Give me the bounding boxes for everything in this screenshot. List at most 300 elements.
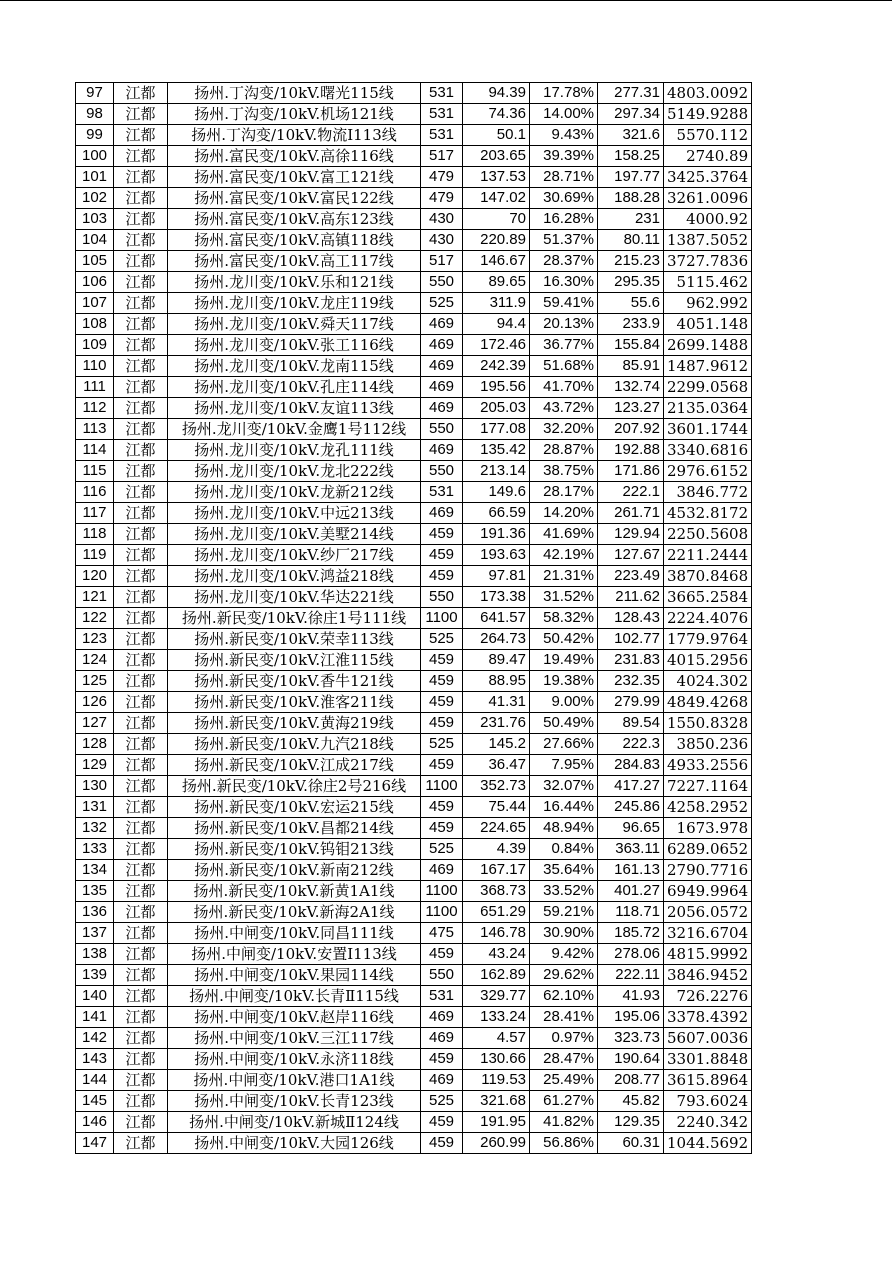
row-number-cell: 125: [76, 671, 114, 692]
row-number-cell: 145: [76, 1091, 114, 1112]
table-row: [76, 692, 752, 713]
line-name-cell: 扬州.龙川变/10kV.美墅214线: [168, 524, 421, 545]
load-cell: 137.53: [463, 167, 530, 188]
table-row: [76, 923, 752, 944]
capacity-cell: 531: [421, 104, 463, 125]
row-number-cell: 116: [76, 482, 114, 503]
load-rate-cell: 9.42%: [530, 944, 598, 965]
load-cell: 172.46: [463, 335, 530, 356]
load-cell: 167.17: [463, 860, 530, 881]
available-value-cell: 2976.6152: [664, 461, 752, 482]
load-rate-cell: 9.00%: [530, 692, 598, 713]
row-number-cell: 123: [76, 629, 114, 650]
line-name-cell: 扬州.龙川变/10kV.华达221线: [168, 587, 421, 608]
row-number-cell: 121: [76, 587, 114, 608]
district-cell: 江都: [114, 398, 168, 419]
capacity-cell: 459: [421, 566, 463, 587]
row-number-cell: 146: [76, 1112, 114, 1133]
capacity-cell: 525: [421, 734, 463, 755]
row-number-cell: 140: [76, 986, 114, 1007]
remaining-capacity-cell: 232.35: [598, 671, 664, 692]
load-rate-cell: 9.43%: [530, 125, 598, 146]
load-rate-cell: 31.52%: [530, 587, 598, 608]
load-rate-cell: 16.30%: [530, 272, 598, 293]
remaining-capacity-cell: 277.31: [598, 83, 664, 104]
line-name-cell: 扬州.丁沟变/10kV.物流Ⅰ113线: [168, 125, 421, 146]
load-cell: 66.59: [463, 503, 530, 524]
load-rate-cell: 14.20%: [530, 503, 598, 524]
table-row: [76, 1112, 752, 1133]
table-row: [76, 188, 752, 209]
load-cell: 321.68: [463, 1091, 530, 1112]
load-cell: 43.24: [463, 944, 530, 965]
load-rate-cell: 28.37%: [530, 251, 598, 272]
line-name-cell: 扬州.新民变/10kV.江淮115线: [168, 650, 421, 671]
line-name-cell: 扬州.富民变/10kV.高工117线: [168, 251, 421, 272]
load-cell: 4.39: [463, 839, 530, 860]
table-row: [76, 335, 752, 356]
row-number-cell: 103: [76, 209, 114, 230]
table-row: [76, 83, 752, 104]
row-number-cell: 129: [76, 755, 114, 776]
district-cell: 江都: [114, 923, 168, 944]
line-name-cell: 扬州.龙川变/10kV.龙孔111线: [168, 440, 421, 461]
available-value-cell: 3846.9452: [664, 965, 752, 986]
line-name-cell: 扬州.中闸变/10kV.大园126线: [168, 1133, 421, 1154]
capacity-cell: 459: [421, 671, 463, 692]
remaining-capacity-cell: 161.13: [598, 860, 664, 881]
remaining-capacity-cell: 123.27: [598, 398, 664, 419]
remaining-capacity-cell: 55.6: [598, 293, 664, 314]
table-row: [76, 230, 752, 251]
load-cell: 220.89: [463, 230, 530, 251]
capacity-cell: 475: [421, 923, 463, 944]
line-name-cell: 扬州.龙川变/10kV.龙新212线: [168, 482, 421, 503]
district-cell: 江都: [114, 83, 168, 104]
table-row: [76, 881, 752, 902]
capacity-cell: 459: [421, 755, 463, 776]
row-number-cell: 107: [76, 293, 114, 314]
load-rate-cell: 30.90%: [530, 923, 598, 944]
load-rate-cell: 50.42%: [530, 629, 598, 650]
capacity-cell: 459: [421, 713, 463, 734]
load-cell: 205.03: [463, 398, 530, 419]
remaining-capacity-cell: 195.06: [598, 1007, 664, 1028]
district-cell: 江都: [114, 356, 168, 377]
capacity-cell: 469: [421, 356, 463, 377]
load-rate-cell: 50.49%: [530, 713, 598, 734]
district-cell: 江都: [114, 1133, 168, 1154]
capacity-cell: 469: [421, 503, 463, 524]
district-cell: 江都: [114, 251, 168, 272]
district-cell: 江都: [114, 503, 168, 524]
available-value-cell: 1673.978: [664, 818, 752, 839]
row-number-cell: 111: [76, 377, 114, 398]
table-row: [76, 461, 752, 482]
load-cell: 231.76: [463, 713, 530, 734]
line-name-cell: 扬州.中闸变/10kV.果园114线: [168, 965, 421, 986]
capacity-cell: 525: [421, 293, 463, 314]
row-number-cell: 120: [76, 566, 114, 587]
table-row: [76, 944, 752, 965]
capacity-cell: 469: [421, 335, 463, 356]
row-number-cell: 104: [76, 230, 114, 251]
district-cell: 江都: [114, 1112, 168, 1133]
load-rate-cell: 16.28%: [530, 209, 598, 230]
remaining-capacity-cell: 207.92: [598, 419, 664, 440]
district-cell: 江都: [114, 587, 168, 608]
available-value-cell: 6949.9964: [664, 881, 752, 902]
load-cell: 4.57: [463, 1028, 530, 1049]
table-row: [76, 902, 752, 923]
line-name-cell: 扬州.中闸变/10kV.新城Ⅱ124线: [168, 1112, 421, 1133]
district-cell: 江都: [114, 608, 168, 629]
line-name-cell: 扬州.中闸变/10kV.赵岸116线: [168, 1007, 421, 1028]
row-number-cell: 115: [76, 461, 114, 482]
load-cell: 368.73: [463, 881, 530, 902]
district-cell: 江都: [114, 419, 168, 440]
capacity-cell: 469: [421, 1028, 463, 1049]
line-name-cell: 扬州.新民变/10kV.香牛121线: [168, 671, 421, 692]
row-number-cell: 138: [76, 944, 114, 965]
row-number-cell: 143: [76, 1049, 114, 1070]
available-value-cell: 2056.0572: [664, 902, 752, 923]
line-name-cell: 扬州.龙川变/10kV.龙北222线: [168, 461, 421, 482]
row-number-cell: 102: [76, 188, 114, 209]
district-cell: 江都: [114, 377, 168, 398]
remaining-capacity-cell: 231.83: [598, 650, 664, 671]
table-row: [76, 419, 752, 440]
capacity-cell: 550: [421, 965, 463, 986]
capacity-cell: 479: [421, 188, 463, 209]
capacity-cell: 469: [421, 440, 463, 461]
available-value-cell: 4532.8172: [664, 503, 752, 524]
remaining-capacity-cell: 129.94: [598, 524, 664, 545]
available-value-cell: 2699.1488: [664, 335, 752, 356]
table-row: [76, 818, 752, 839]
remaining-capacity-cell: 321.6: [598, 125, 664, 146]
capacity-cell: 459: [421, 1112, 463, 1133]
capacity-cell: 430: [421, 230, 463, 251]
remaining-capacity-cell: 132.74: [598, 377, 664, 398]
remaining-capacity-cell: 155.84: [598, 335, 664, 356]
line-name-cell: 扬州.新民变/10kV.九汽218线: [168, 734, 421, 755]
load-cell: 50.1: [463, 125, 530, 146]
available-value-cell: 4258.2952: [664, 797, 752, 818]
line-name-cell: 扬州.新民变/10kV.钨钼213线: [168, 839, 421, 860]
load-rate-cell: 19.38%: [530, 671, 598, 692]
table-row: [76, 608, 752, 629]
line-name-cell: 扬州.中闸变/10kV.永济118线: [168, 1049, 421, 1070]
line-name-cell: 扬州.龙川变/10kV.孔庄114线: [168, 377, 421, 398]
load-cell: 147.02: [463, 188, 530, 209]
load-rate-cell: 39.39%: [530, 146, 598, 167]
table-row: [76, 734, 752, 755]
line-name-cell: 扬州.新民变/10kV.宏运215线: [168, 797, 421, 818]
district-cell: 江都: [114, 881, 168, 902]
load-rate-cell: 38.75%: [530, 461, 598, 482]
row-number-cell: 124: [76, 650, 114, 671]
load-rate-cell: 43.72%: [530, 398, 598, 419]
capacity-cell: 531: [421, 986, 463, 1007]
load-rate-cell: 59.21%: [530, 902, 598, 923]
load-rate-cell: 29.62%: [530, 965, 598, 986]
capacity-cell: 517: [421, 146, 463, 167]
row-number-cell: 109: [76, 335, 114, 356]
row-number-cell: 130: [76, 776, 114, 797]
available-value-cell: 726.2276: [664, 986, 752, 1007]
capacity-cell: 550: [421, 461, 463, 482]
remaining-capacity-cell: 233.9: [598, 314, 664, 335]
table-row: [76, 209, 752, 230]
load-cell: 203.65: [463, 146, 530, 167]
available-value-cell: 2224.4076: [664, 608, 752, 629]
load-rate-cell: 62.10%: [530, 986, 598, 1007]
table-row: [76, 629, 752, 650]
available-value-cell: 1550.8328: [664, 713, 752, 734]
capacity-cell: 430: [421, 209, 463, 230]
district-cell: 江都: [114, 1091, 168, 1112]
available-value-cell: 3727.7836: [664, 251, 752, 272]
capacity-cell: 469: [421, 377, 463, 398]
capacity-cell: 469: [421, 1007, 463, 1028]
available-value-cell: 962.992: [664, 293, 752, 314]
table-body: [76, 83, 752, 1154]
remaining-capacity-cell: 197.77: [598, 167, 664, 188]
table-row: [76, 377, 752, 398]
row-number-cell: 134: [76, 860, 114, 881]
table-row: [76, 167, 752, 188]
row-number-cell: 144: [76, 1070, 114, 1091]
load-cell: 177.08: [463, 419, 530, 440]
table-row: [76, 1070, 752, 1091]
capacity-cell: 469: [421, 1070, 463, 1091]
district-cell: 江都: [114, 671, 168, 692]
line-name-cell: 扬州.新民变/10kV.黄海219线: [168, 713, 421, 734]
available-value-cell: 3615.8964: [664, 1070, 752, 1091]
load-cell: 74.36: [463, 104, 530, 125]
load-rate-cell: 0.84%: [530, 839, 598, 860]
line-name-cell: 扬州.新民变/10kV.徐庄1号111线: [168, 608, 421, 629]
capacity-cell: 531: [421, 482, 463, 503]
capacity-cell: 550: [421, 419, 463, 440]
district-cell: 江都: [114, 650, 168, 671]
table-row: [76, 839, 752, 860]
load-rate-cell: 33.52%: [530, 881, 598, 902]
load-cell: 75.44: [463, 797, 530, 818]
load-rate-cell: 20.13%: [530, 314, 598, 335]
data-table: [75, 82, 752, 1154]
district-cell: 江都: [114, 860, 168, 881]
district-cell: 江都: [114, 944, 168, 965]
row-number-cell: 99: [76, 125, 114, 146]
capacity-cell: 550: [421, 587, 463, 608]
line-name-cell: 扬州.中闸变/10kV.长青Ⅱ115线: [168, 986, 421, 1007]
district-cell: 江都: [114, 629, 168, 650]
available-value-cell: 1779.9764: [664, 629, 752, 650]
remaining-capacity-cell: 89.54: [598, 713, 664, 734]
remaining-capacity-cell: 171.86: [598, 461, 664, 482]
district-cell: 江都: [114, 188, 168, 209]
available-value-cell: 2240.342: [664, 1112, 752, 1133]
table-row: [76, 398, 752, 419]
remaining-capacity-cell: 297.34: [598, 104, 664, 125]
line-name-cell: 扬州.富民变/10kV.高镇118线: [168, 230, 421, 251]
row-number-cell: 105: [76, 251, 114, 272]
load-cell: 213.14: [463, 461, 530, 482]
line-name-cell: 扬州.中闸变/10kV.长青123线: [168, 1091, 421, 1112]
line-name-cell: 扬州.中闸变/10kV.港口1A1线: [168, 1070, 421, 1091]
capacity-cell: 459: [421, 1133, 463, 1154]
available-value-cell: 7227.1164: [664, 776, 752, 797]
district-cell: 江都: [114, 524, 168, 545]
available-value-cell: 1044.5692: [664, 1133, 752, 1154]
remaining-capacity-cell: 284.83: [598, 755, 664, 776]
available-value-cell: 3301.8848: [664, 1049, 752, 1070]
available-value-cell: 3261.0096: [664, 188, 752, 209]
remaining-capacity-cell: 208.77: [598, 1070, 664, 1091]
load-rate-cell: 51.68%: [530, 356, 598, 377]
table-row: [76, 755, 752, 776]
district-cell: 江都: [114, 818, 168, 839]
load-cell: 191.95: [463, 1112, 530, 1133]
table-row: [76, 1028, 752, 1049]
row-number-cell: 113: [76, 419, 114, 440]
available-value-cell: 4000.92: [664, 209, 752, 230]
load-rate-cell: 42.19%: [530, 545, 598, 566]
district-cell: 江都: [114, 1007, 168, 1028]
available-value-cell: 5115.462: [664, 272, 752, 293]
district-cell: 江都: [114, 293, 168, 314]
remaining-capacity-cell: 127.67: [598, 545, 664, 566]
capacity-cell: 531: [421, 125, 463, 146]
district-cell: 江都: [114, 230, 168, 251]
remaining-capacity-cell: 158.25: [598, 146, 664, 167]
remaining-capacity-cell: 41.93: [598, 986, 664, 1007]
load-rate-cell: 51.37%: [530, 230, 598, 251]
table-row: [76, 293, 752, 314]
load-rate-cell: 25.49%: [530, 1070, 598, 1091]
capacity-cell: 459: [421, 650, 463, 671]
table-row: [76, 1049, 752, 1070]
district-cell: 江都: [114, 167, 168, 188]
row-number-cell: 147: [76, 1133, 114, 1154]
available-value-cell: 4849.4268: [664, 692, 752, 713]
capacity-cell: 469: [421, 314, 463, 335]
table-row: [76, 314, 752, 335]
row-number-cell: 137: [76, 923, 114, 944]
load-cell: 130.66: [463, 1049, 530, 1070]
capacity-cell: 517: [421, 251, 463, 272]
capacity-cell: 531: [421, 83, 463, 104]
remaining-capacity-cell: 222.1: [598, 482, 664, 503]
load-cell: 260.99: [463, 1133, 530, 1154]
table-row: [76, 545, 752, 566]
load-rate-cell: 61.27%: [530, 1091, 598, 1112]
table-row: [76, 503, 752, 524]
load-cell: 135.42: [463, 440, 530, 461]
load-cell: 94.39: [463, 83, 530, 104]
capacity-cell: 469: [421, 398, 463, 419]
capacity-cell: 1100: [421, 608, 463, 629]
load-rate-cell: 14.00%: [530, 104, 598, 125]
available-value-cell: 1387.5052: [664, 230, 752, 251]
load-cell: 133.24: [463, 1007, 530, 1028]
load-cell: 162.89: [463, 965, 530, 986]
load-rate-cell: 41.82%: [530, 1112, 598, 1133]
load-rate-cell: 28.87%: [530, 440, 598, 461]
row-number-cell: 126: [76, 692, 114, 713]
table-row: [76, 797, 752, 818]
table-row: [76, 125, 752, 146]
remaining-capacity-cell: 279.99: [598, 692, 664, 713]
row-number-cell: 128: [76, 734, 114, 755]
row-number-cell: 110: [76, 356, 114, 377]
table-row: [76, 713, 752, 734]
line-name-cell: 扬州.龙川变/10kV.纱厂217线: [168, 545, 421, 566]
district-cell: 江都: [114, 902, 168, 923]
district-cell: 江都: [114, 965, 168, 986]
available-value-cell: 2135.0364: [664, 398, 752, 419]
load-rate-cell: 32.07%: [530, 776, 598, 797]
line-name-cell: 扬州.龙川变/10kV.舜天117线: [168, 314, 421, 335]
line-name-cell: 扬州.中闸变/10kV.安置Ⅰ113线: [168, 944, 421, 965]
load-rate-cell: 27.66%: [530, 734, 598, 755]
capacity-cell: 479: [421, 167, 463, 188]
load-rate-cell: 0.97%: [530, 1028, 598, 1049]
district-cell: 江都: [114, 335, 168, 356]
remaining-capacity-cell: 185.72: [598, 923, 664, 944]
available-value-cell: 3216.6704: [664, 923, 752, 944]
row-number-cell: 142: [76, 1028, 114, 1049]
available-value-cell: 5149.9288: [664, 104, 752, 125]
remaining-capacity-cell: 245.86: [598, 797, 664, 818]
remaining-capacity-cell: 118.71: [598, 902, 664, 923]
remaining-capacity-cell: 363.11: [598, 839, 664, 860]
available-value-cell: 2211.2444: [664, 545, 752, 566]
row-number-cell: 132: [76, 818, 114, 839]
load-cell: 193.63: [463, 545, 530, 566]
table-row: [76, 986, 752, 1007]
line-name-cell: 扬州.新民变/10kV.昌都214线: [168, 818, 421, 839]
district-cell: 江都: [114, 209, 168, 230]
load-cell: 651.29: [463, 902, 530, 923]
remaining-capacity-cell: 128.43: [598, 608, 664, 629]
row-number-cell: 108: [76, 314, 114, 335]
load-cell: 329.77: [463, 986, 530, 1007]
capacity-cell: 550: [421, 272, 463, 293]
remaining-capacity-cell: 222.11: [598, 965, 664, 986]
available-value-cell: 4051.148: [664, 314, 752, 335]
capacity-cell: 459: [421, 818, 463, 839]
capacity-cell: 459: [421, 545, 463, 566]
row-number-cell: 118: [76, 524, 114, 545]
load-rate-cell: 28.47%: [530, 1049, 598, 1070]
table-row: [76, 272, 752, 293]
remaining-capacity-cell: 417.27: [598, 776, 664, 797]
load-rate-cell: 28.71%: [530, 167, 598, 188]
line-name-cell: 扬州.新民变/10kV.荣幸113线: [168, 629, 421, 650]
load-rate-cell: 30.69%: [530, 188, 598, 209]
district-cell: 江都: [114, 1049, 168, 1070]
available-value-cell: 2790.7716: [664, 860, 752, 881]
available-value-cell: 3601.1744: [664, 419, 752, 440]
row-number-cell: 112: [76, 398, 114, 419]
line-name-cell: 扬州.新民变/10kV.新黄1A1线: [168, 881, 421, 902]
available-value-cell: 4024.302: [664, 671, 752, 692]
line-name-cell: 扬州.新民变/10kV.江成217线: [168, 755, 421, 776]
table-row: [76, 104, 752, 125]
